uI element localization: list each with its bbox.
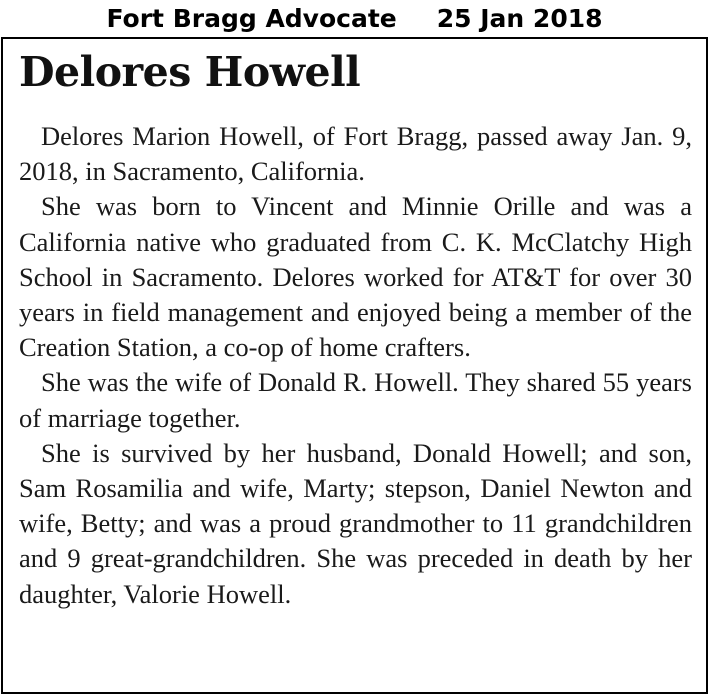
obituary-paragraph-life: She was born to Vincent and Minnie Orille and was a California native who graduated from C. K. McClatchy High School in Sacramento. Delores worked for AT&T for over 30 years in field management and enjoyed being a member of the Creation Station, a co-op of home crafters. (19, 191, 692, 363)
obituary-paragraph-death: Delores Marion Howell, of Fort Bragg, passed away Jan. 9, 2018, in Sacramento, California. (19, 121, 692, 187)
obituary-body (19, 119, 692, 612)
newspaper-name: Fort Bragg Advocate (106, 3, 397, 33)
publication-date: 25 Jan 2018 (436, 3, 603, 33)
obituary-paragraph-marriage: She was the wife of Donald R. Howell. They shared 55 years of marriage together. (19, 367, 692, 433)
obituary-headline: Delores Howell (19, 48, 361, 96)
obituary-clipping (1, 37, 708, 694)
masthead (0, 0, 709, 36)
obituary-paragraph-survivors: She is survived by her husband, Donald Howell; and son, Sam Rosamilia and wife, Marty; stepson, Daniel Newton and wife, Betty; and was a proud grandmother to 11 grandchildren and 9 great-grandchildren. She was preceded in death by her daughter, Valorie Howell. (19, 437, 692, 609)
